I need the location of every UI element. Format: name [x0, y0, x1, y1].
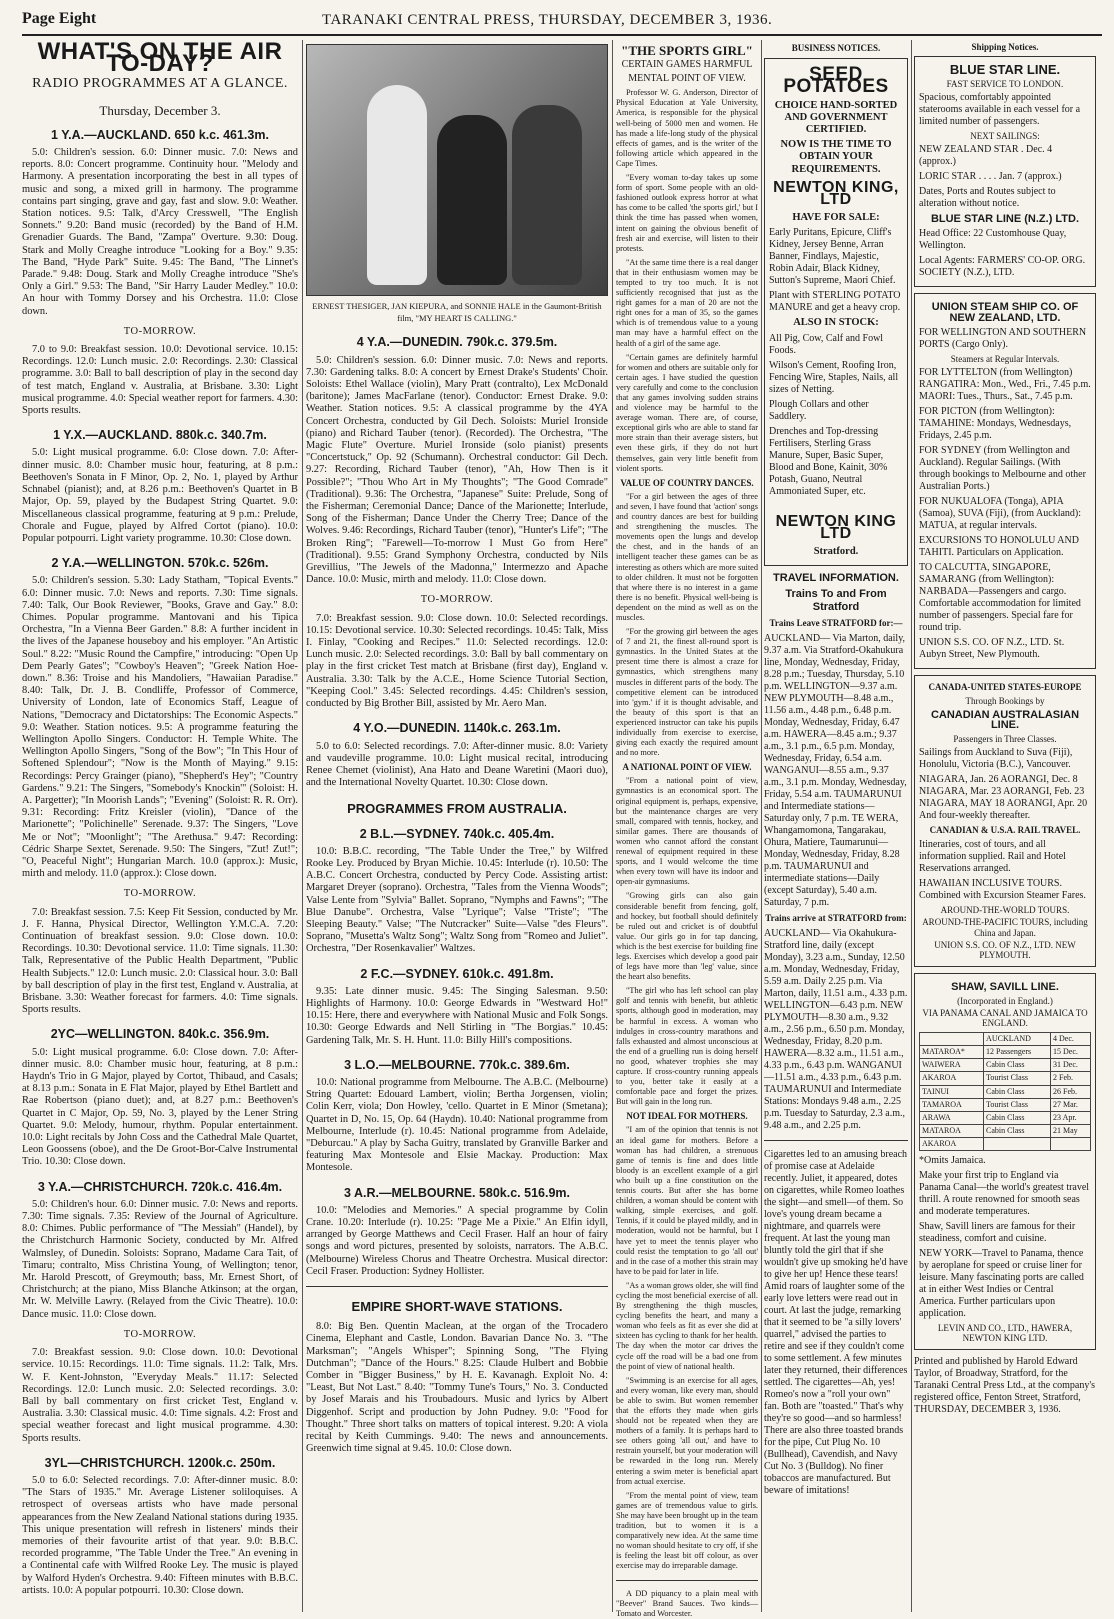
table-cell: Cabin Class	[984, 1085, 1051, 1098]
advert-text: UNION S.S. CO. OF N.Z., LTD. St. Aubyn Street, New Plymouth.	[919, 636, 1065, 660]
advert-text: Spacious, comfortably appointed staterooms available in each vessel for a limited number of passengers.	[919, 92, 1081, 128]
station-programme: 7.0: Breakfast session. 9.0: Close down. 10.0: Selected recordings. 10.15: Devotional service. 10.30: Selected recordings. 10.45: Talk, Miss I. Finlay, "Cooking and Recipes." 11.0: Selected recordings. 12.0: Lunch music. 2.0: Selected recordings. 3.0: Ball by ball commentary on play in the first cricket Test match at Brisbane (first day), England v. Australia. 3.30: Talk by the A.C.E., Home Science Tutorial Section, "Keeping Cool." 3.45: Selected recordings. 4.45: Children's session, conducted by Big Brother Bill, assisted by Mr. Aero Man.	[306, 612, 608, 710]
station-heading: 3 A.R.—MELBOURNE. 580k.c. 516.9m.	[343, 1185, 570, 1200]
table-cell: 21 May	[1051, 1124, 1091, 1137]
advert-text: UNION S.S. CO. OF N.Z., LTD. NEW PLYMOUTH.	[934, 939, 1076, 960]
union-steam-ship-advert	[914, 293, 1096, 668]
table-cell: AUCKLAND	[984, 1033, 1051, 1046]
station-heading: 3 L.O.—MELBOURNE. 770k.c. 389.6m.	[344, 1057, 570, 1072]
table-cell	[984, 1137, 1051, 1150]
article-paragraph: Professor W. G. Anderson, Director of Physical Education at Yale University, America, is responsible for the physical well-being of 5000 men and women. He has made a life-long study of the physical effects of games, and is the writer of the following article which appeared in the Cape Times.	[616, 88, 758, 168]
advert-text: Dates, Ports and Routes subject to alteration without notice.	[919, 186, 1056, 210]
advert-text: FOR WELLINGTON AND SOUTHERN PORTS (Cargo Only).	[919, 326, 1087, 350]
advert-text: Head Office: 22 Customhouse Quay, Wellington.	[919, 228, 1067, 252]
table-cell: Cabin Class	[984, 1124, 1051, 1137]
advert-headline: BLUE STAR LINE (N.Z.) LTD.	[930, 213, 1080, 226]
table-cell: ARAWA	[920, 1111, 984, 1124]
article-subheadline: MENTAL POINT OF VIEW.	[628, 73, 746, 85]
table-cell: 31 Dec.	[1051, 1059, 1091, 1072]
photo-figure	[367, 85, 427, 285]
advert-text: FOR NUKUALOFA (Tonga), APIA (Samoa), SUVA (Fiji), (from Auckland): MATUA, at regular intervals.	[919, 495, 1082, 531]
station-programme: 5.0: Children's hour. 6.0: Dinner music. 7.0: News and reports. 7.30: Time signals. 7.35: Review of the Journal of Agriculture. 8.0: Chimes. Public performance of "The Messiah" (Handel), by the Christchurch Harmonic Society, conducted by Mr. Alfred Walmsley, of Dunedin. Soloists: Soprano, Madame Cara Tait, of Timaru; contralto, Miss Christina Young, of Wellington; tenor, Mr. Harold Prescott, of Greymouth; bass, Mr. Ernest Short, of Christchurch; at the piano, Miss Blanche Atkinson; at the organ, Mr. W. Melville Lawry. (Relayed from the Civic Theatre). 10.0: Dance music. 11.0: Close down.	[22, 1198, 298, 1320]
table-cell: Cabin Class	[984, 1059, 1051, 1072]
advert-text: Make your first trip to England via Panama Canal—the world's greatest travel thrill. A route renowned for smooth seas and moderate temperatures.	[919, 1170, 1090, 1217]
photo-caption: ERNEST THESIGER, JAN KIEPURA, and SONNIE HALE in the Gaumont-British film, "MY HEART IS CALLING."	[312, 301, 602, 324]
canadian-line-advert	[914, 675, 1096, 967]
category-heading: BUSINESS NOTICES.	[791, 43, 881, 53]
advert-text: All Pig, Cow, Calf and Fowl Foods.	[769, 332, 884, 356]
station-programme: 5.0: Light musical programme. 6.0: Close down. 7.0: After-dinner music. 8.0: Chamber music hour, featuring, at 8 p.m.: Beethoven's Sonata in F Minor, Op. 2, No. 1, played by Arthur Schnabel (pianist); and, at 8.26 p.m.: Beethoven's Quartet in B Major, Op. 59, played by the Budapest String Quartet. 9.0: Miscellaneous classical programme, featuring at 9 p.m.: Prelude, Chorale and Fugue, played by Alfred Cortot (piano). 10.0: Popular potpourri. Light variety programme. 10.30: Close down.	[22, 447, 298, 544]
tomorrow-heading: TO-MORROW.	[123, 888, 197, 900]
table-cell: AKAROA	[920, 1072, 984, 1085]
advert-text: HAVE FOR SALE:	[792, 212, 880, 224]
arrivals-heading: Trains arrive at STRATFORD from:	[765, 913, 907, 924]
station-programme: 10.0: National programme from Melbourne. The A.B.C. (Melbourne) String Quartet: Edouard Lambert, violin; Bertha Jorgensen, violin; Colin Kerr, viola; Don Howley, 'cello. Quartet in E Minor (Smetana); Quartet in D, No. 15, Op. 64 (Haydn). 10.40: National programme from Melbourne, Interlude (r). 10.45: National programme from Adelaide, "Deburcau." A play by Sacha Guitry, translated by Granville Barker and featuring Max Montesole and Elsie Mackay. Production: Max Montesole.	[306, 1076, 608, 1174]
station-programme: 5.0 to 6.0: Selected recordings. 7.0: After-dinner music. 8.0: "The Stars of 1935." Mr. Average Listener soliloquises. A retrospect of overseas artists who have made personal appearances from the New Zealand National stations during 1935. This unique presentation will refresh in listeners' minds their memories of their favourite artist of that year. 9.0: B.B.C. recorded programme, "The Table Under the Tree." An evening in a Continental cafe with Wilfred Rooke Ley. The music is played by Walford Hyden's Orchestra. 9.40: Fifteen minutes with B.B.C. artists. 10.0: A popular potpourri. 10.30: Close down.	[22, 1474, 298, 1596]
table-cell: Tourist Class	[984, 1072, 1051, 1085]
table-row	[920, 1072, 1091, 1085]
advert-text: Sailings from Auckland to Suva (Fiji), Honolulu, Victoria (B.C.), Vancouver.	[919, 747, 1073, 771]
station-heading: 1 Y.A.—AUCKLAND. 650 k.c. 461.3m.	[51, 127, 269, 142]
page-number: Page Eight	[22, 10, 97, 27]
advert-text: Plough Collars and other Saddlery.	[769, 398, 869, 422]
category-heading: Shipping Notices.	[971, 42, 1039, 52]
advert-text: Stratford.	[813, 546, 859, 558]
advert-text: NEW ZEALAND STAR . Dec. 4 (approx.)	[919, 144, 1053, 168]
section-heading: PROGRAMMES FROM AUSTRALIA.	[347, 801, 567, 817]
advert-text: ALSO IN STOCK:	[793, 317, 879, 329]
station-heading: 1 Y.X.—AUCKLAND. 880k.c. 340.7m.	[53, 428, 267, 443]
arrivals-list: AUCKLAND— Via Okahukura-Stratford line, daily (except Monday), 3.23 a.m., Sunday, 12.50 a.m. Monday, Wednesday, Friday, 5.59 a.m. Daily 2.25 p.m. Via Marton, daily, 11.51 a.m., 4.33 p.m. WELLINGTON—6.43 p.m. NEW PLYMOUTH—8.30 a.m., 9.32 a.m., 2.56 p.m., 6.50 p.m. Monday, Wednesday, Friday, 8.20 p.m. HAWERA—8.32 a.m., 11.51 a.m., 4.33 p.m., 6.43 p.m. WANGANUI—11.51 a.m., 4.33 p.m., 6.43 p.m. TAUMARUNUI and Intermediate Stations: Mondays 9.48 a.m., 2.25 p.m. Tuesday to Saturday, 2.3 a.m., 9.48 a.m., and 2.25 p.m.	[764, 928, 908, 1132]
advert-text: FAST SERVICE TO LONDON.	[946, 79, 1064, 90]
column-rule	[761, 40, 762, 1612]
station-heading: 3YL—CHRISTCHURCH. 1200k.c. 250m.	[44, 1455, 276, 1470]
station-programme: 5.0: Light musical programme. 6.0: Close down. 7.0: After-dinner music. 8.0: Chamber music hour, featuring, at 8 p.m.: Haydn's Trio in G Major, played by Cortot, Thibaud, and Casals; at 8.13 p.m.: Sonata in E Flat Major, played by Ethel Bartlett and Rae Robertson (piano duet); and, at 8.27 p.m.: Beethoven's Quartet in C Major, Op. 59, No. 3, played by the Lener String Quartet. 9.0: Melody, humour, rhythm. Popular entertainment. 10.0: Light recitals by John Coss and the Cathedral Male Quartet, Leon Goossens (oboe), and the De Groot-Bor-Calve Instrumental Trio. 10.30: Close down.	[22, 1046, 298, 1168]
travel-heading: TRAVEL INFORMATION.	[773, 572, 899, 585]
advert-text: Local Agents: FARMERS' CO-OP. ORG. SOCIETY (N.Z.), LTD.	[919, 255, 1086, 279]
station-programme: 10.0: B.B.C. recording, "The Table Under the Tree," by Wilfred Rooke Ley. Produced by Bryan Michie. 10.45: Interlude (r). 10.50: The A.B.C. Concert Orchestra, conducted by Percy Code. Assisting artist: Margaret Dreyer (soprano). Orchestra, "Tales from the Vienna Woods"; Valse Lente from "Sylvia" Ballet. Soprano, "Nymphs and Fawns"; "The Blue Danube". Orchestra, Valse "Lyrique"; Valse "Triste"; "The Sleeping Beauty." Valse; "The Nutcracker" Suite—Valse "des Fleurs". Soprano, "Musetta's Waltz Song"; Waltz Song from "Romeo and Juliet". Orchestra, "Der Rosenkavalier" Waltzes.	[306, 845, 608, 955]
table-row	[920, 1098, 1091, 1111]
advert-text: VIA PANAMA CANAL AND JAMAICA TO ENGLAND.	[922, 1007, 1088, 1029]
table-cell: Cabin Class	[984, 1111, 1051, 1124]
advert-text: FOR LYTTELTON (from Wellington) RANGATIRA: Mon., Wed., Fri., 7.45 p.m. MAORI: Tues., Thurs., Sat., 7.45 p.m.	[919, 366, 1091, 402]
article-subheadline: CERTAIN GAMES HARMFUL	[621, 59, 753, 71]
article-crosshead: A NATIONAL POINT OF VIEW.	[622, 762, 752, 773]
table-cell: TAMAROA	[920, 1098, 984, 1111]
station-heading: 2 F.C.—SYDNEY. 610k.c. 491.8m.	[360, 966, 554, 981]
column-rule	[612, 40, 613, 1612]
column-rule	[302, 40, 303, 1612]
film-still-photo	[306, 44, 608, 296]
article-paragraph: "From the mental point of view, team games are of tremendous value to girls. She may have been brought up in the team tradition, but to women it is a comparatively new idea. At the same time no woman should hesitate to cry off, if she is feeling the least bit off colour, as over exercise may do irreparable damage.	[616, 1490, 758, 1571]
table-row	[920, 1137, 1091, 1150]
article-paragraph: "For a girl between the ages of three and seven, I have found that 'action' songs and country dances are best for building and strengthening the muscles. The movements open the lungs and develop the chest, and in the hands of an intelligent teacher these games can be as interesting as others which are more suited to older children. It must not be forgotten that where there is no interest in a game there is no benefit. Physical well-being is dependent on the mind as well as on the muscles.	[616, 491, 758, 622]
photo-figure	[437, 115, 507, 285]
advert-text: HAWAIIAN INCLUSIVE TOURS. Combined with Excursion Steamer Fares.	[919, 878, 1086, 902]
radio-subheadline: RADIO PROGRAMMES AT A GLANCE.	[32, 76, 288, 92]
article-headline: "THE SPORTS GIRL"	[621, 43, 753, 58]
sauce-advert: A DD piquancy to a plain meal with "Beever" Brand Sauces. Two kinds—Tomato and Worcester.	[616, 1588, 758, 1618]
station-programme: 5.0: Children's session. 5.30: Lady Statham, "Topical Events." 6.0: Dinner music. 7.0: News and reports. 7.30: Time signals. 7.40: Talk, Our Book Reviewer, "Books, Grave and Gay." 8.0: Chimes. Popular programme. Mantovani and his Tipica Orchestra, "In a Vienna Beer Garden." 8.8: A further incident in the lives of the Japanese houseboy and his employer. "An Artistic Soul." 8.22: "Music Round the Campfire," introducing: "Open Up Dem Pearly Gates"; "Cowboy's Heaven"; "Greek Nation Hoe-down." 8.36: Troise and his Mandoliers, "Hawaiian Paradise." 8.40: Talk, Dr. J. B. Condliffe, Professor of Commerce, University of London, late of Economics Staff, League of Nations, "Democracy and Dictatorships: The Economic Aspects." 9.0: Weather. Station notices. 9.5: A programme featuring the Wellington Apollo Singers. Conductor: H. Temple White. The Wellington Apollo Singers, "Song of the Bow"; "In This Hour of Softened Splendour"; "Now is the Month of Maying." 9.15: Recordings: Percy Grainger (piano), "Shepherd's Hey"; "Country Gardens." 9.21: The Singers, "Somebody's Knockin'" (Soloist: H. A. Pargetter); "In Moorish Lands"; "Evening" (Soloist: R. R. Orr). 9.31: Recording: Fritz Kreisler (violin), "Dance of the Marionette"; "Polichinelle" Serenade. 9.37: The Singers, "Love Me or Not"; "Moonlight"; "The Arethusa." 9.47: Recording: Cédric Sharpe Sextet, Serenade. 9.50: The Singers, "Zut! Zut!"; "O, Peaceful Night"; Hungarian March. 10.0 (approx.): Music, mirth and melody. 11.0 (approx.): Close down.	[22, 575, 298, 880]
divider	[306, 1286, 608, 1287]
station-programme: 8.0: Big Ben. Quentin Maclean, at the organ of the Trocadero Cinema, Elephant and Castle, London. Bavarian Dance No. 3. "The Marksman"; "Angels Whisper"; Spinning Song, "The Flying Dutchman"; "Dance of the Hours." 8.25: Claude Hulbert and Bobbie Comber in "Bigger Business," by H. E. Kavanagh. Exploit No. 4: "Least, But Not Last." 8.40: "Tommy Tune's Tours," No. 3. Conducted by Josef Marais and his Troubadours. Music and lyrics by Albert Diggenhof. Script and production by John Pudney. 9.0: "Food for Thought." Three short talks on matters of topical interest. 9.20: A viola recital by Keith Cummings. 9.40: The news and announcements. Greenwich time signal at 9.45. 10.0: Close down.	[306, 1321, 608, 1455]
article-paragraph: "For the growing girl between the ages of 7 and 21, the finest all-round sport is gymnastics. In the United States at the present time there is almost a craze for gymnastics, which strengthens many muscles in different parts of the body. The competitive element can be introduced into 'gym.' if it is thought advisable, and the beauty of this sport is that an experienced instructor can take his pupils individually from exercise to exercise, giving each exactly the required amount and no more.	[616, 627, 758, 758]
station-heading: 2 B.L.—SYDNEY. 740k.c. 405.4m.	[359, 826, 555, 841]
photo-figure	[512, 105, 582, 285]
shaw-savill-advert	[914, 973, 1096, 1350]
article-crosshead: NOT IDEAL FOR MOTHERS.	[626, 1111, 748, 1122]
advert-text: Drenches and Top-dressing Fertilisers, Sterling Grass Manure, Super, Basic Super, Blood and Bone, Kainit, 30% Potash, Guano, Neutral Ammoniated Super, etc.	[769, 425, 888, 497]
table-cell: 2 Feb.	[1051, 1072, 1091, 1085]
newspaper-title: TARANAKI CENTRAL PRESS, THURSDAY, DECEMBER 3, 1936.	[322, 12, 773, 28]
departures-list: AUCKLAND— Via Marton, daily, 9.37 a.m. Via Stratford-Okahukura line, Monday, Wednesday, Friday, 8.28 p.m.; Tuesday, Thursday, 5.10 p.m. WELLINGTON—9.37 a.m. NEW PLYMOUTH—8.48 a.m., 11.56 a.m., 4.48 p.m., 6.48 p.m. Monday, Wednesday, Friday, 6.47 a.m. HAWERA—8.45 a.m.; 9.37 a.m., 3.1 p.m., 6.5 p.m. Monday, Wednesday, Friday, 6.54 a.m. WANGANUI—8.55 a.m., 9.37 a.m., 3.1 p.m. Monday, Wednesday, Friday, 5.54 a.m. TAUMARUNUI and Intermediate stations—Saturday only, 7 p.m. TE WERA, Whangamomona, Tangarakau, Ohura, Matiere, Taumarunui—Monday, Wednesday, Friday, 8.28 p.m. TAUMARUNUI and intermediate stations—Daily (except Saturday), 5.40 a.m. Saturday, 7 p.m.	[764, 633, 907, 909]
advert-text: TO CALCUTTA, SINGAPORE, SAMARANG (from Wellington): NARBADA—Passengers and cargo. Comfortable accommodation for limited number of passengers. Special fare for round trip.	[919, 561, 1081, 633]
advert-text: Steamers at Regular Intervals.	[950, 353, 1060, 364]
advert-headline: CANADIAN AUSTRALASIAN LINE.	[930, 708, 1080, 732]
article-paragraph: "I am of the opinion that tennis is not an ideal game for mothers. Before a woman has had children, a strenuous game of tennis is fine and does little bloody is an excellent example of a girl who built up a fine constitution on the tennis courts. But after she has borne children, a woman should be content with walking, simple exercises, and golf. Tennis, if it could be played mildly, and in moderation, would not be harmful, but I have yet to meet the tennis player who could resist the temptation to go 'all out' and in the case of a mother this strain may have to be paid for later in life.	[616, 1125, 758, 1276]
tomorrow-heading: TO-MORROW.	[420, 594, 494, 606]
seed-potatoes-advert	[764, 58, 908, 566]
table-cell: 15 Dec.	[1051, 1046, 1091, 1059]
article-paragraph: "The girl who has left school can play golf and tennis with benefit, but athletic sports, although good in moderation, may be harmful in excess. A woman who indulges in cross-country marathons and falls exhausted and almost unconscious at the end of a gruelling run is doing herself no good, whatever trophies she may capture. If cross-country running appeals to you, better take it easily at a comfortable pace and forget the prizes. But will gain in the long run.	[616, 986, 758, 1107]
advert-text: Itineraries, cost of tours, and all information supplied. Rail and Hotel Reservations arranged.	[919, 839, 1066, 875]
advert-text: AROUND-THE-PACIFIC TOURS, including China and Japan.	[922, 917, 1088, 938]
advert-text: CANADIAN & U.S.A. RAIL TRAVEL.	[929, 825, 1081, 836]
divider	[616, 1580, 758, 1581]
advert-text: LORIC STAR . . . . Jan. 7 (approx.)	[919, 171, 1062, 183]
advert-text: NOW IS THE TIME TO OBTAIN YOUR REQUIREMENTS.	[780, 139, 892, 175]
section-heading: EMPIRE SHORT-WAVE STATIONS.	[351, 1299, 563, 1315]
cigarette-advert: Cigarettes led to an amusing breach of promise case at Adelaide recently. Juliet, it appeared, dotes on cigarettes, while Romeo loathes the sight—and smell—of them. So love's young dream became a nightmare, and quarrels were frequent. At last the young man bluntly told the girl that if she wouldn't give up smoking he'd have to give her up! Hence these tears! Amid roars of laughter some of the early love letters were read out in court. At last the judge, remarking that it seemed to be "a silly lovers' quarrel," advised the parties to retire and see if they couldn't come to some settlement. A few minutes later they returned, their differences settled. The cigarettes—Ah, yes! Romeo's now a "roll your own" fan. Both are "toasted." That's why they're so good—and so harmless! There are also three toasted brands for the pipe, Cut Plug No. 10 (Bullhead), Cavendish, and Navy Cut No. 3 (Bulldog). No finer tobaccos are manufactured. But beware of imitations!	[764, 1149, 908, 1497]
article-column	[616, 40, 758, 1618]
station-heading: 3 Y.A.—CHRISTCHURCH. 720k.c. 416.4m.	[37, 1179, 283, 1194]
advert-text: FOR SYDNEY (from Wellington and Auckland). Regular Sailings. (With through bookings to Melbourne and other Australian Ports.)	[919, 444, 1086, 492]
tomorrow-heading: TO-MORROW.	[123, 325, 197, 337]
table-cell: TAINUI	[920, 1085, 984, 1098]
station-programme: 9.35: Late dinner music. 9.45: The Singing Salesman. 9.50: Highlights of Harmony. 10.0: George Edwards in "Westward Ho!" 10.15: Here, there and everywhere with National Music and Folk Songs. 10.30: George Edwards and Nell Stirling in "The Borgias." 10.45: Gardening Talk, Mr. S. H. Hunt. 11.0: Billy Hill's compositions.	[306, 985, 608, 1046]
table-cell	[1051, 1137, 1091, 1150]
station-programme: 5.0: Children's session. 6.0: Dinner music. 7.0: News and reports. 7.30: Gardening talks. 8.0: A concert by Ernest Drake's Students' Choir. Soloists: Ethel Wallace (violin), Mary Pratt (contralto), Lex McDonald (baritone); James MacFarlane (tenor). Conductor: Ernest Drake. 9.0: Weather. Station notices. 9.5: A classical programme by the 4YA Concert Orchestra, conducted by Gil Dech. Soloists: Muriel Ironside (piano) and Richard Tauber (tenor). (Recorded). The Orchestra, "The Magic Flute" Overture. Muriel Ironside (solo pianist) presents "Concertstuck," Op. 92 (Schumann). Orchestral conductor: Gil Dech. 9.27: Recording, Richard Tauber (tenor), "Ah, How Then is it Possible?"; "Thou Who Art in My Thoughts"; "The Good Comrade" (Traditional). 9.36: The Orchestra, "Japanese" Suite: Prelude, Song of the Fisherman; Ceremonial Dance; Dance of the Marionette; Interlude, Song of the Fisherman; Dance Under the Cherry Tree; Dance of the Wolves. 9.46: Recordings, Richard Tauber (tenor), "Hunter's Life"; "The Broken Ring"; "Farewell—To-morrow I Must Go from Here" (Traditional). 9.55: Grand Symphony Orchestra, conducted by Nils Grevillius, "The Jewels of the Madonna," Intermezzo and Apache Dance. 10.0: Music, mirth and melody. 11.0: Close down.	[306, 354, 608, 586]
table-row	[920, 1046, 1091, 1059]
table-row	[920, 1033, 1091, 1046]
article-paragraph: "As a woman grows older, she will find cycling the most beneficial exercise of all. By strengthening the thigh muscles, cycling benefits the heart, and many a woman who feels as fit as ever she did at sixteen has cycling to thank for her health. The day when the motor car drives the cycle off the road will be a bad one from the point of view of national health.	[616, 1280, 758, 1371]
advert-text: NEXT SAILINGS:	[970, 131, 1040, 142]
advert-text: AROUND-THE-WORLD TOURS.	[940, 905, 1070, 916]
radio-column-left	[22, 40, 298, 1612]
table-row	[920, 1085, 1091, 1098]
advert-text: FOR PICTON (from Wellington): TAMAHINE: Mondays, Wednesdays, Fridays, 2.45 p.m.	[919, 405, 1072, 441]
station-programme: 7.0: Breakfast session. 9.0: Close down. 10.0: Devotional service. 10.15: Recordings. 11.0: Time signals. 11.2: Talk, Mrs. W. F. Kent-Johnston, "Everyday Meals." 11.17: Selected Recordings. 12.0: Lunch music. 2.0: Selected recordings. 3.0: Ball by ball commentary on first cricket Test, England v. Australia. 3.30: Classical music. 4.0: Time signals. 4.2: Frost and special weather forecast and light musical programme. 4.30: Sports results.	[22, 1347, 298, 1444]
station-heading: 2YC—WELLINGTON. 840k.c. 356.9m.	[50, 1027, 270, 1042]
advert-text: CHOICE HAND-SORTED AND GOVERNMENT CERTIFIED.	[774, 99, 898, 136]
tomorrow-heading: TO-MORROW.	[123, 1328, 197, 1340]
station-programme: 10.0: "Melodies and Memories." A special programme by Colin Crane. 10.20: Interlude (r). 10.25: "Page Me a Pixie." An Elfin idyll, arranged by George Matthews and Cecil Fraser. Half an hour of fairy songs and word pictures, presented by soloists, narrators. The A.B.C. (Melbourne) Wireless Chorus and Theatre Orchestra. Musical director: Cecil Fraser. Production: Sydney Hollister.	[306, 1204, 608, 1277]
advert-headline: SHAW, SAVILL LINE.	[951, 980, 1059, 993]
advert-headline: SEED POTATOES	[783, 64, 889, 98]
advert-text: (Incorporated in England.)	[957, 995, 1053, 1006]
advert-headline: NEWTON KING, LTD	[773, 178, 899, 209]
table-cell: 12 Passengers	[984, 1046, 1051, 1059]
programme-date: Thursday, December 3.	[99, 102, 221, 118]
table-row	[920, 1111, 1091, 1124]
table-cell: MATAROA*	[920, 1046, 984, 1059]
advert-text: Plant with STERLING POTATO MANURE and get a heavy crop.	[769, 290, 901, 314]
business-notices-column	[764, 40, 908, 1612]
column-rule	[911, 40, 912, 1612]
table-cell	[920, 1033, 984, 1046]
advert-text: *Omits Jamaica.	[919, 1155, 986, 1166]
article-paragraph: "Certain games are definitely harmful for women and others are suitable only for certain ages. I have studied the question very carefully and come to the conclusion that any games involving sudden strains and violence may be harmful to the average woman. There are, of course, exceptional girls who are able to stand far more strain than their average sisters, but even these girls, if they do not hurt themselves, gain very little benefit from violent sports.	[616, 352, 758, 473]
advert-headline: NEWTON KING LTD	[775, 512, 897, 542]
table-cell: AKAROA	[920, 1137, 984, 1150]
advert-text: Shaw, Savill liners are famous for their steadiness, comfort and cuisine.	[919, 1221, 1076, 1244]
advert-headline: CANADA-UNITED STATES-EUROPE	[928, 681, 1082, 692]
divider	[764, 1140, 908, 1141]
article-paragraph: "Growing girls can also gain considerable benefit from fencing, golf, and hockey, but football should definitely be ruled out and cricket is of doubtful value. Our girls go in for tap dancing, which is the best exercise for building fine legs. Exercises which develop a good pair of legs have more than 'leg' value, since the heart also benefits.	[616, 891, 758, 982]
advert-text: Early Puritans, Epicure, Cliff's Kidney, Jersey Benne, Arran Banner, Findlays, Majestic, Robin Adair, Black Kidney, Sutton's Supreme, Maori Chief.	[769, 227, 896, 287]
station-programme: 7.0: Breakfast session. 7.5: Keep Fit Session, conducted by Mr. J. F. Hanna, Physical Director, Wellington Y.M.C.A. 7.20: Continuation of breakfast session. 9.0: Close down. 10.0: Recordings. 10.30: Devotional service. 11.0: Time signals. 11.30: Talk, Representative of the Public Health Department, "Public Health Subjects." 12.0: Lunch music. 2.0: Classical hour. 3.0: Ball by ball description of play in the first test, England v. Australia, at Brisbane. 3.30: Weather forecast for farmers. 4.0: Time signals. Sports results.	[22, 906, 298, 1016]
station-heading: 2 Y.A.—WELLINGTON. 570k.c. 526m.	[51, 556, 269, 571]
printer-imprint: Printed and published by Harold Edward Taylor, of Broadway, Stratford, for the Taranaki Central Press Ltd., at the company's registered office, Fenton Street, Stratford, THURSDAY, DECEMBER 3, 1936.	[914, 1356, 1096, 1416]
article-paragraph: "At the same time there is a real danger that in their enthusiasm women may be tempted to try too much. It is not sufficiently recognised that just as the right games for a man of 20 are not the right ones for a man of 35, so the games which is of tremendous value to a young man may have a harmful effect on the health of a girl of the same age.	[616, 257, 758, 348]
article-paragraph: "Swimming is an exercise for all ages, and every woman, like every man, should be able to swim. But women remember that the efforts they made when girls should not be repeated when they are mothers of a family. It is perhaps hard to see others going 'all out,' and have to restrain yourself, but your moderation will be rewarded in the long run. Merely entering a swim meter is beneficial apart from actual exercise.	[616, 1375, 758, 1486]
table-cell: 26 Feb.	[1051, 1085, 1091, 1098]
advert-text: LEVIN AND CO., LTD., HAWERA, NEWTON KING LTD.	[937, 1323, 1073, 1344]
table-cell: 27 Mar.	[1051, 1098, 1091, 1111]
table-row	[920, 1059, 1091, 1072]
sailing-schedule-table	[919, 1032, 1091, 1151]
station-programme: 5.0: Children's session. 6.0: Dinner music. 7.0: News and reports. 8.0: Concert programme. Continuity hour. "Melody and Harmony. A presentation incorporating the best in all types of music and song, a mixed grill in harmony. The programme contains part singing, grave and gay, fast and slow. 9.0: Weather. Station notices. 9.5: Talk, d'Arcy Cresswell, "The English Sonnets." 9.20: Band music (recorded) by the Band of H.M. Grenadier Guards. The Band, "Zampa" Overture. 9.30: Doug. Stark and Molly Creaghe introduce "Looking for a Boy." 9.35: The Band, "Hyde Park" Suite. 9.45: The Band, "The Linnet's Parade." 9.48: Doug. Stark and Molly Creaghe introduce "She's Only a Girl." 9.53: The Band, "Sir Harry Lauder Medley." 10.0: An hour with Tommy Dorsey and his Orchestra. 11.0: Close down.	[22, 147, 298, 317]
advert-text: NIAGARA, Jan. 26 AORANGI, Dec. 8 NIAGARA, Mar. 23 AORANGI, Feb. 23 NIAGARA, MAY 18 AORANGI, Apr. 20 And four-weekly thereafter.	[919, 774, 1088, 822]
table-cell: MATAROA	[920, 1124, 984, 1137]
advert-text: Through Bookings by	[965, 695, 1045, 706]
shipping-notices-column	[914, 40, 1096, 1612]
advert-text: EXCURSIONS TO HONOLULU AND TAHITI. Particulars on Application.	[919, 534, 1079, 558]
station-heading: 4 Y.O.—DUNEDIN. 1140k.c. 263.1m.	[353, 721, 561, 736]
article-paragraph: "Every woman to-day takes up some form of sport. Some people with an old-fashioned outlook express horror at what has come to be called 'the sports girl,' but I think the time has passed when women, intent on gaining the obvious benefit of fresh air and exercise, will listen to their protests.	[616, 173, 758, 253]
table-row	[920, 1124, 1091, 1137]
table-cell: Tourist Class	[984, 1098, 1051, 1111]
radio-column-right	[306, 40, 608, 1612]
table-cell: 23 Apr.	[1051, 1111, 1091, 1124]
advert-text: NEW YORK—Travel to Panama, thence by aeroplane for speed or cruise liner for leisure. Many fascinating ports are called at in either West Indies or Central America. Further particulars upon application.	[919, 1248, 1084, 1319]
departures-heading: Trains Leave STRATFORD for:—	[769, 617, 903, 628]
advert-headline: BLUE STAR LINE.	[949, 62, 1061, 78]
article-crosshead: VALUE OF COUNTRY DANCES.	[620, 477, 754, 488]
radio-headline: WHAT'S ON THE AIR TO-DAY?	[37, 38, 283, 78]
blue-star-advert	[914, 56, 1096, 287]
station-programme: 7.0 to 9.0: Breakfast session. 10.0: Devotional service. 10.15: Recordings. 12.0: Lunch music. 2.0: Recordings. 2.30: Classical programme. 3.0: Ball to ball description of play in the second day of test match, England v. Australia, at Brisbane. 3.30: Light musical programme. 4.0: Special weather report for farmers. 4.30: Sports results.	[22, 344, 298, 417]
article-paragraph: "From a national point of view, gymnastics is an economical sport. The original equipment is, perhaps, expensive, but the maintenance charges are very small, compared with tennis, hockey, and similar games. There are thousands of women who cannot afford the constant renewal of equipment required in these sports, and I would welcome the time when every town will have its indoor and open-air gymnasiums.	[616, 776, 758, 887]
advert-text: Wilson's Cement, Roofing Iron, Fencing Wire, Staples, Nails, all sizes of Netting.	[769, 359, 899, 395]
station-programme: 5.0 to 6.0: Selected recordings. 7.0: After-dinner music. 8.0: Variety and vaudeville programme. 10.0: Light musical recital, introducing Renee Chemet (violinist), Ana Hato and Deane Waretini (Maori duo), and the International Novelty Quartet. 10.30: Close down.	[306, 740, 608, 789]
station-heading: 4 Y.A.—DUNEDIN. 790k.c. 379.5m.	[356, 335, 558, 350]
table-cell: WAIWERA	[920, 1059, 984, 1072]
trains-heading: Trains To and From Stratford	[785, 588, 887, 613]
advert-headline: UNION STEAM SHIP CO. OF NEW ZEALAND, LTD.	[931, 301, 1079, 324]
advert-text: Passengers in Three Classes.	[953, 734, 1057, 745]
table-cell: 4 Dec.	[1051, 1033, 1091, 1046]
masthead	[22, 8, 1102, 36]
